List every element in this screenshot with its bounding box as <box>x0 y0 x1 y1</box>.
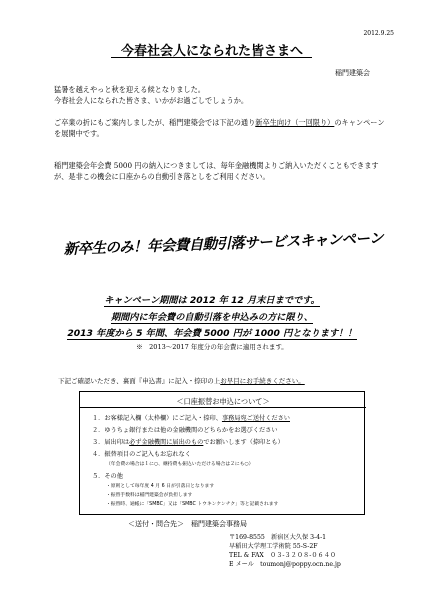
page-title: 今春社会人になられた皆さまへ <box>120 44 303 59</box>
contact-tel-fax: TEL & FAX ０３-３２０８-０６４０ <box>229 552 337 559</box>
campaign-banner: 新卒生のみ！年会費自動引落サービスキャンペーン <box>63 230 384 259</box>
greeting-paragraph <box>54 84 388 106</box>
item-3-underlined: 必ず金融機関に届出のもの <box>129 439 204 446</box>
campaign-period-line <box>0 292 424 306</box>
account-transfer-box <box>79 391 365 515</box>
box-item-3 <box>92 437 284 446</box>
box-item-1 <box>92 413 290 422</box>
campaign-condition-line <box>0 309 424 323</box>
box-item-5-note-1: ・原則として毎年度 4 月 6 日が引落日となります <box>106 484 215 489</box>
instructions-underlined-text: お早目にお手続きください。 <box>220 377 305 385</box>
instructions-line <box>58 376 305 385</box>
intro-text-end: のキャンペーンを展開中です。 <box>54 118 385 138</box>
instructions-text: 下記ご確認いただき、裏面『申込書』に記入・捺印の上 <box>58 377 221 385</box>
campaign-discount-line <box>0 325 424 339</box>
organization-name: 稲門建築会 <box>335 69 370 77</box>
item-3-text: ３．届出印は <box>92 439 130 446</box>
fee-paragraph: 稲門建築会年会費 5000 円の納入につきましては、毎年金融機関よりご納入いただくこともできますが、是非この機会に口座からの自動引き落としをご利用ください。 <box>54 161 379 181</box>
intro-underlined-text: 新卒生向け（一回限り） <box>255 118 335 127</box>
box-title: ＜口座振替お申込について＞ <box>176 397 270 406</box>
campaign-note: ※ 2013～2017 年度分の年会費に適用されます。 <box>136 343 288 351</box>
contact-address-2: 早稲田大学理工学術院 55-S-2F <box>229 543 318 550</box>
box-item-5: ５．その他 <box>92 473 123 480</box>
contact-label: ＜送付・問合先＞ 稲門建築会事務局 <box>128 520 247 528</box>
campaign-condition-text: 期間内に年会費の自動引落を申込みの方に限り、 <box>110 312 314 323</box>
greeting-line-1: 猛暑を越えやっと秋を迎える候となりました。 <box>54 85 205 94</box>
item-1-text: １．お客様記入欄（太枠欄）にご記入・捺印、 <box>92 415 222 422</box>
item-1-underlined: 事務局宛ご送付ください <box>221 415 290 422</box>
intro-text: ご卒業の折にもご案内しましたが、稲門建築会では下記の通り <box>54 118 256 127</box>
box-item-4-note: （年会費の場合は１に○、継持費も振込いただける場合は２にも○） <box>106 462 254 467</box>
box-divider <box>80 407 366 408</box>
contact-address-1: 〒169-8555 新宿区大久保 3-4-1 <box>229 534 327 541</box>
box-item-4: ４．振替項目のご記入もお忘れなく <box>92 451 191 458</box>
campaign-period-text: キャンペーン期間は 2012 年 12 月末日までです。 <box>104 295 320 306</box>
campaign-intro-paragraph <box>54 117 388 139</box>
contact-email: E メール toumonj@poppy.ocn.ne.jp <box>229 561 341 568</box>
box-item-5-note-3: ・振替時、通帳に「SMBC」又は「SMBC トウキンケンチク」等と記載されます <box>106 502 279 507</box>
title-underline <box>111 57 312 58</box>
box-item-2: ２．ゆうちょ銀行または他の金融機関のどちらかをお選びください <box>92 427 278 434</box>
item-3-text-end: でお願いします（捺印とも） <box>203 439 284 446</box>
greeting-line-2: 今春社会人になられた皆さま、いかがお過ごしでしょうか。 <box>54 96 249 105</box>
campaign-discount-text: 2013 年度から 5 年間、年会費 5000 円が 1000 円となります！！ <box>67 328 357 339</box>
issue-date: 2012.9.25 <box>363 30 394 37</box>
box-item-5-note-2: ・振替手数料は稲門建築会が負担します <box>106 493 193 498</box>
